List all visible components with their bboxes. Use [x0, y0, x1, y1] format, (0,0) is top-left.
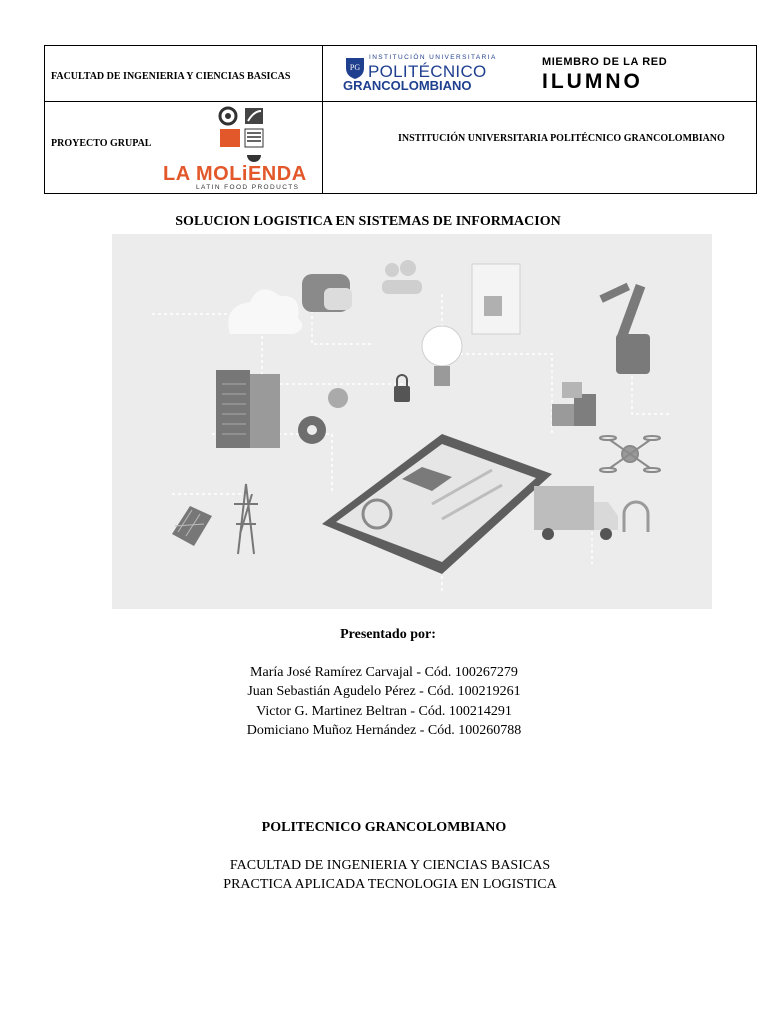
politecnico-logo-small: INSTITUCIÓN UNIVERSITARIA	[369, 54, 497, 61]
politecnico-shield-icon	[345, 56, 365, 80]
molienda-logo-brand: LA MOLiENDA	[163, 163, 307, 185]
table-divider-vertical	[322, 46, 323, 193]
solar-panel-icon	[172, 506, 212, 546]
author-line: Victor G. Martinez Beltran - Cód. 100214291	[256, 704, 512, 719]
robot-arm-icon	[599, 283, 650, 374]
course-name: PRACTICA APLICADA TECNOLOGIA EN LOGISTICA	[223, 877, 557, 892]
project-cell: PROYECTO GRUPAL	[51, 138, 152, 149]
vr-headset-icon	[302, 274, 352, 312]
institution-name: POLITECNICO GRANCOLOMBIANO	[261, 820, 507, 835]
light-bulb-icon	[422, 326, 462, 386]
gear-icon	[298, 388, 348, 444]
author-line: María José Ramírez Carvajal - Cód. 100267279	[250, 665, 518, 680]
iot-network-illustration	[112, 234, 712, 609]
server-rack-icon	[216, 370, 280, 448]
cloud-icon	[228, 289, 302, 334]
drone-icon	[600, 436, 660, 472]
faculty-name: FACULTAD DE INGENIERIA Y CIENCIAS BASICAS	[229, 858, 551, 873]
tablet-dashboard-icon	[322, 434, 552, 574]
author-line: Juan Sebastián Agudelo Pérez - Cód. 100219261	[247, 684, 521, 699]
faculty-cell: FACULTAD DE INGENIERIA Y CIENCIAS BASICAS	[51, 71, 291, 82]
document-title: SOLUCION LOGISTICA EN SISTEMAS DE INFORMACION	[175, 214, 561, 229]
politecnico-logo	[343, 54, 518, 94]
people-icon	[382, 260, 422, 294]
smart-box-icon	[472, 264, 520, 334]
package-boxes-icon	[552, 382, 596, 426]
ilumno-logo-main: ILUMNO	[542, 70, 643, 93]
lock-icon	[394, 375, 410, 402]
logistics-illustration	[112, 234, 712, 609]
presented-by-label: Presentado por:	[340, 627, 436, 642]
molienda-logo-tagline: LATIN FOOD PRODUCTS	[196, 184, 300, 191]
politecnico-logo-sub: GRANCOLOMBIANO	[343, 78, 472, 93]
delivery-truck-icon	[534, 486, 618, 540]
institution-cell: INSTITUCIÓN UNIVERSITARIA POLITÉCNICO GRANCOLOMBIANO	[398, 133, 725, 144]
ilumno-logo-top: MIEMBRO DE LA RED	[542, 56, 668, 68]
sensor-icon	[624, 502, 648, 532]
politecnico-logo-main: POLITÉCNICO	[368, 62, 487, 81]
svg-text:PG: PG	[349, 63, 361, 72]
header-table	[44, 45, 757, 194]
table-divider-horizontal	[45, 101, 756, 102]
molienda-emblem-icon	[217, 105, 269, 167]
author-line: Domiciano Muñoz Hernández - Cód. 100260788	[246, 723, 522, 738]
